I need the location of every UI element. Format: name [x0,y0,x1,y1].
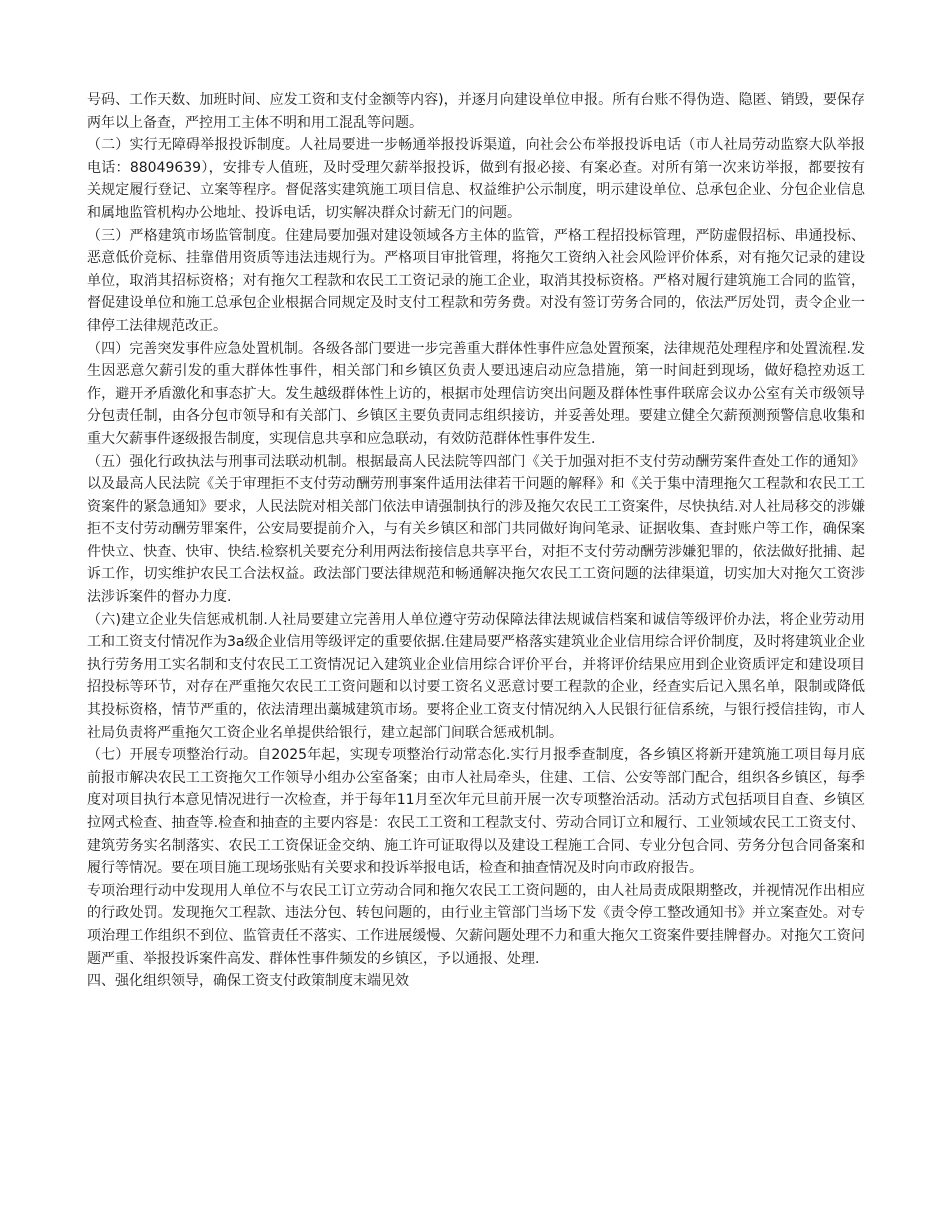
paragraph-complaint-system: （二）实行无障碍举报投诉制度。人社局要进一步畅通举报投诉渠道，向社会公布举报投诉电话（市人社局劳动监察大队举报电话：88049639），安排专人值班，及时受理欠薪举报投诉，做到有报必接、有案必查。对所有第一次来访举报，都要按有关规定履行登记、立案等程序。督促落实建筑施工项目信息、权益维护公示制度，明示建设单位、总承包企业、分包企业信息和属地监管机构办公地址、投诉电话，切实解决群众讨薪无门的问题。 [87,137,865,221]
document-body [87,89,865,993]
paragraph-emergency-mechanism: （四）完善突发事件应急处置机制。各级各部门要进一步完善重大群体性事件应急处置预案，法律规范处理程序和处置流程.发生因恶意欠薪引发的重大群体性事件，相关部门和乡镇区负责人要迅速启动应急措施，第一时间赶到现场，做好稳控劝返工作，避开矛盾激化和事态扩大。发生越级群体性上访的，根据市处理信访突出问题及群体性事件联席会议办公室有关市级领导分包责任制，由各分包市领导和有关部门、乡镇区主要负责同志组织接访，并妥善处理。要建立健全欠薪预测预警信息收集和重大欠薪事件逐级报告制度，实现信息共享和应急联动，有效防范群体性事件发生. [87,340,865,447]
paragraph-special-campaign: （七）开展专项整治行动。自2025年起，实现专项整治行动常态化.实行月报季查制度，各乡镇区将新开建筑施工项目每月底前报市解决农民工工资拖欠工作领导小组办公室备案；由市人社局牵头，住建、工信、公安等部门配合，组织各乡镇区，每季度对项目执行本意见情况进行一次检查，并于每年11月至次年元旦前开展一次专项整治活动。活动方式包括项目自查、乡镇区拉网式检查、抽查等.检查和抽查的主要内容是：农民工工资和工程款支付、劳动合同订立和履行、工业领域农民工工资支付、建筑劳务实名制落实、农民工工资保证金交纳、施工许可证取得以及建设工程施工合同、专业分包合同、劳务分包合同备案和履行等情况。要在项目施工现场张贴有关要求和投诉举报电话，检查和抽查情况及时向市政府报告。 [87,747,865,877]
paragraph-market-supervision: （三）严格建筑市场监管制度。住建局要加强对建设领域各方主体的监管，严格工程招投标管理，严防虚假招标、串通投标、恶意低价竞标、挂靠借用资质等违法违规行为。严格项目审批管理，将拖欠工资纳入社会风险评价体系，对有拖欠记录的建设单位，取消其招标资格；对有拖欠工程款和农民工工资记录的施工企业，取消其投标资格。严格对履行建筑施工合同的监管，督促建设单位和施工总承包企业根据合同规定及时支付工程款和劳务费。对没有签订劳务合同的，依法严厉处罚，责令企业一律停工法律规范改正。 [87,227,865,334]
paragraph-credit-punishment: （六)建立企业失信惩戒机制.人社局要建立完善用人单位遵守劳动保障法律法规诚信档案和诚信等级评价办法，将企业劳动用工和工资支付情况作为3a级企业信用等级评定的重要依据.住建局要严格落实建筑业企业信用综合评价制度，及时将建筑业企业执行劳务用工实名制和支付农民工工资情况记入建筑业企业信用综合评价平台，并将评价结果应用到企业资质评定和建设项目招投标等环节，对存在严重拖欠农民工工资问题和以讨要工资名义恶意讨要工程款的企业，经查实后记入黑名单，限制或降低其投标资格，情节严重的，依法清理出藁城建筑市场。要将企业工资支付情况纳入人民银行征信系统，与银行授信挂钩，市人社局负责将严重拖欠工资企业名单提供给银行，建立起部门间联合惩戒机制。 [87,611,865,741]
paragraph-rectification: 专项治理行动中发现用人单位不与农民工订立劳动合同和拖欠农民工工资问题的，由人社局责成限期整改，并视情况作出相应的行政处罚。发现拖欠工程款、违法分包、转包问题的，由行业主管部门当场下发《责令停工整改通知书》并立案查处。对专项治理工作组织不到位、监管责任不落实、工作进展缓慢、欠薪问题处理不力和重大拖欠工资案件要挂牌督办。对拖欠工资问题严重、举报投诉案件高发、群体性事件频发的乡镇区，予以通报、处理. [87,882,865,967]
paragraph-ledger-continuation: 号码、工作天数、加班时间、应发工资和支付金额等内容)，并逐月向建设单位申报。所有台账不得伪造、隐匿、销毁，要保存两年以上备查，严控用工主体不明和用工混乱等问题。 [87,92,865,131]
paragraph-judicial-linkage: （五）强化行政执法与刑事司法联动机制。根据最高人民法院等四部门《关于加强对拒不支付劳动酬劳案件查处工作的通知》以及最高人民法院《关于审理拒不支付劳动酬劳刑事案件适用法律若干问题的解释》和《关于集中清理拖欠工程款和农民工工资案件的紧急通知》要求，人民法院对相关部门依法申请强制执行的涉及拖欠农民工工资案件，尽快执结.对人社局移交的涉嫌拒不支付劳动酬劳罪案件，公安局要提前介入，与有关乡镇区和部门共同做好询问笔录、证据收集、查封账户等工作，确保案件快立、快查、快审、快结.检察机关要充分利用两法衔接信息共享平台，对拒不支付劳动酬劳涉嫌犯罪的，依法做好批捕、起诉工作，切实维护农民工合法权益。政法部门要法律规范和畅通解决拖欠农民工工资问题的法律渠道，切实加大对拖欠工资涉法涉诉案件的督办力度. [87,453,865,606]
section-heading: 四、强化组织领导，确保工资支付政策制度末端见效 [87,973,409,990]
